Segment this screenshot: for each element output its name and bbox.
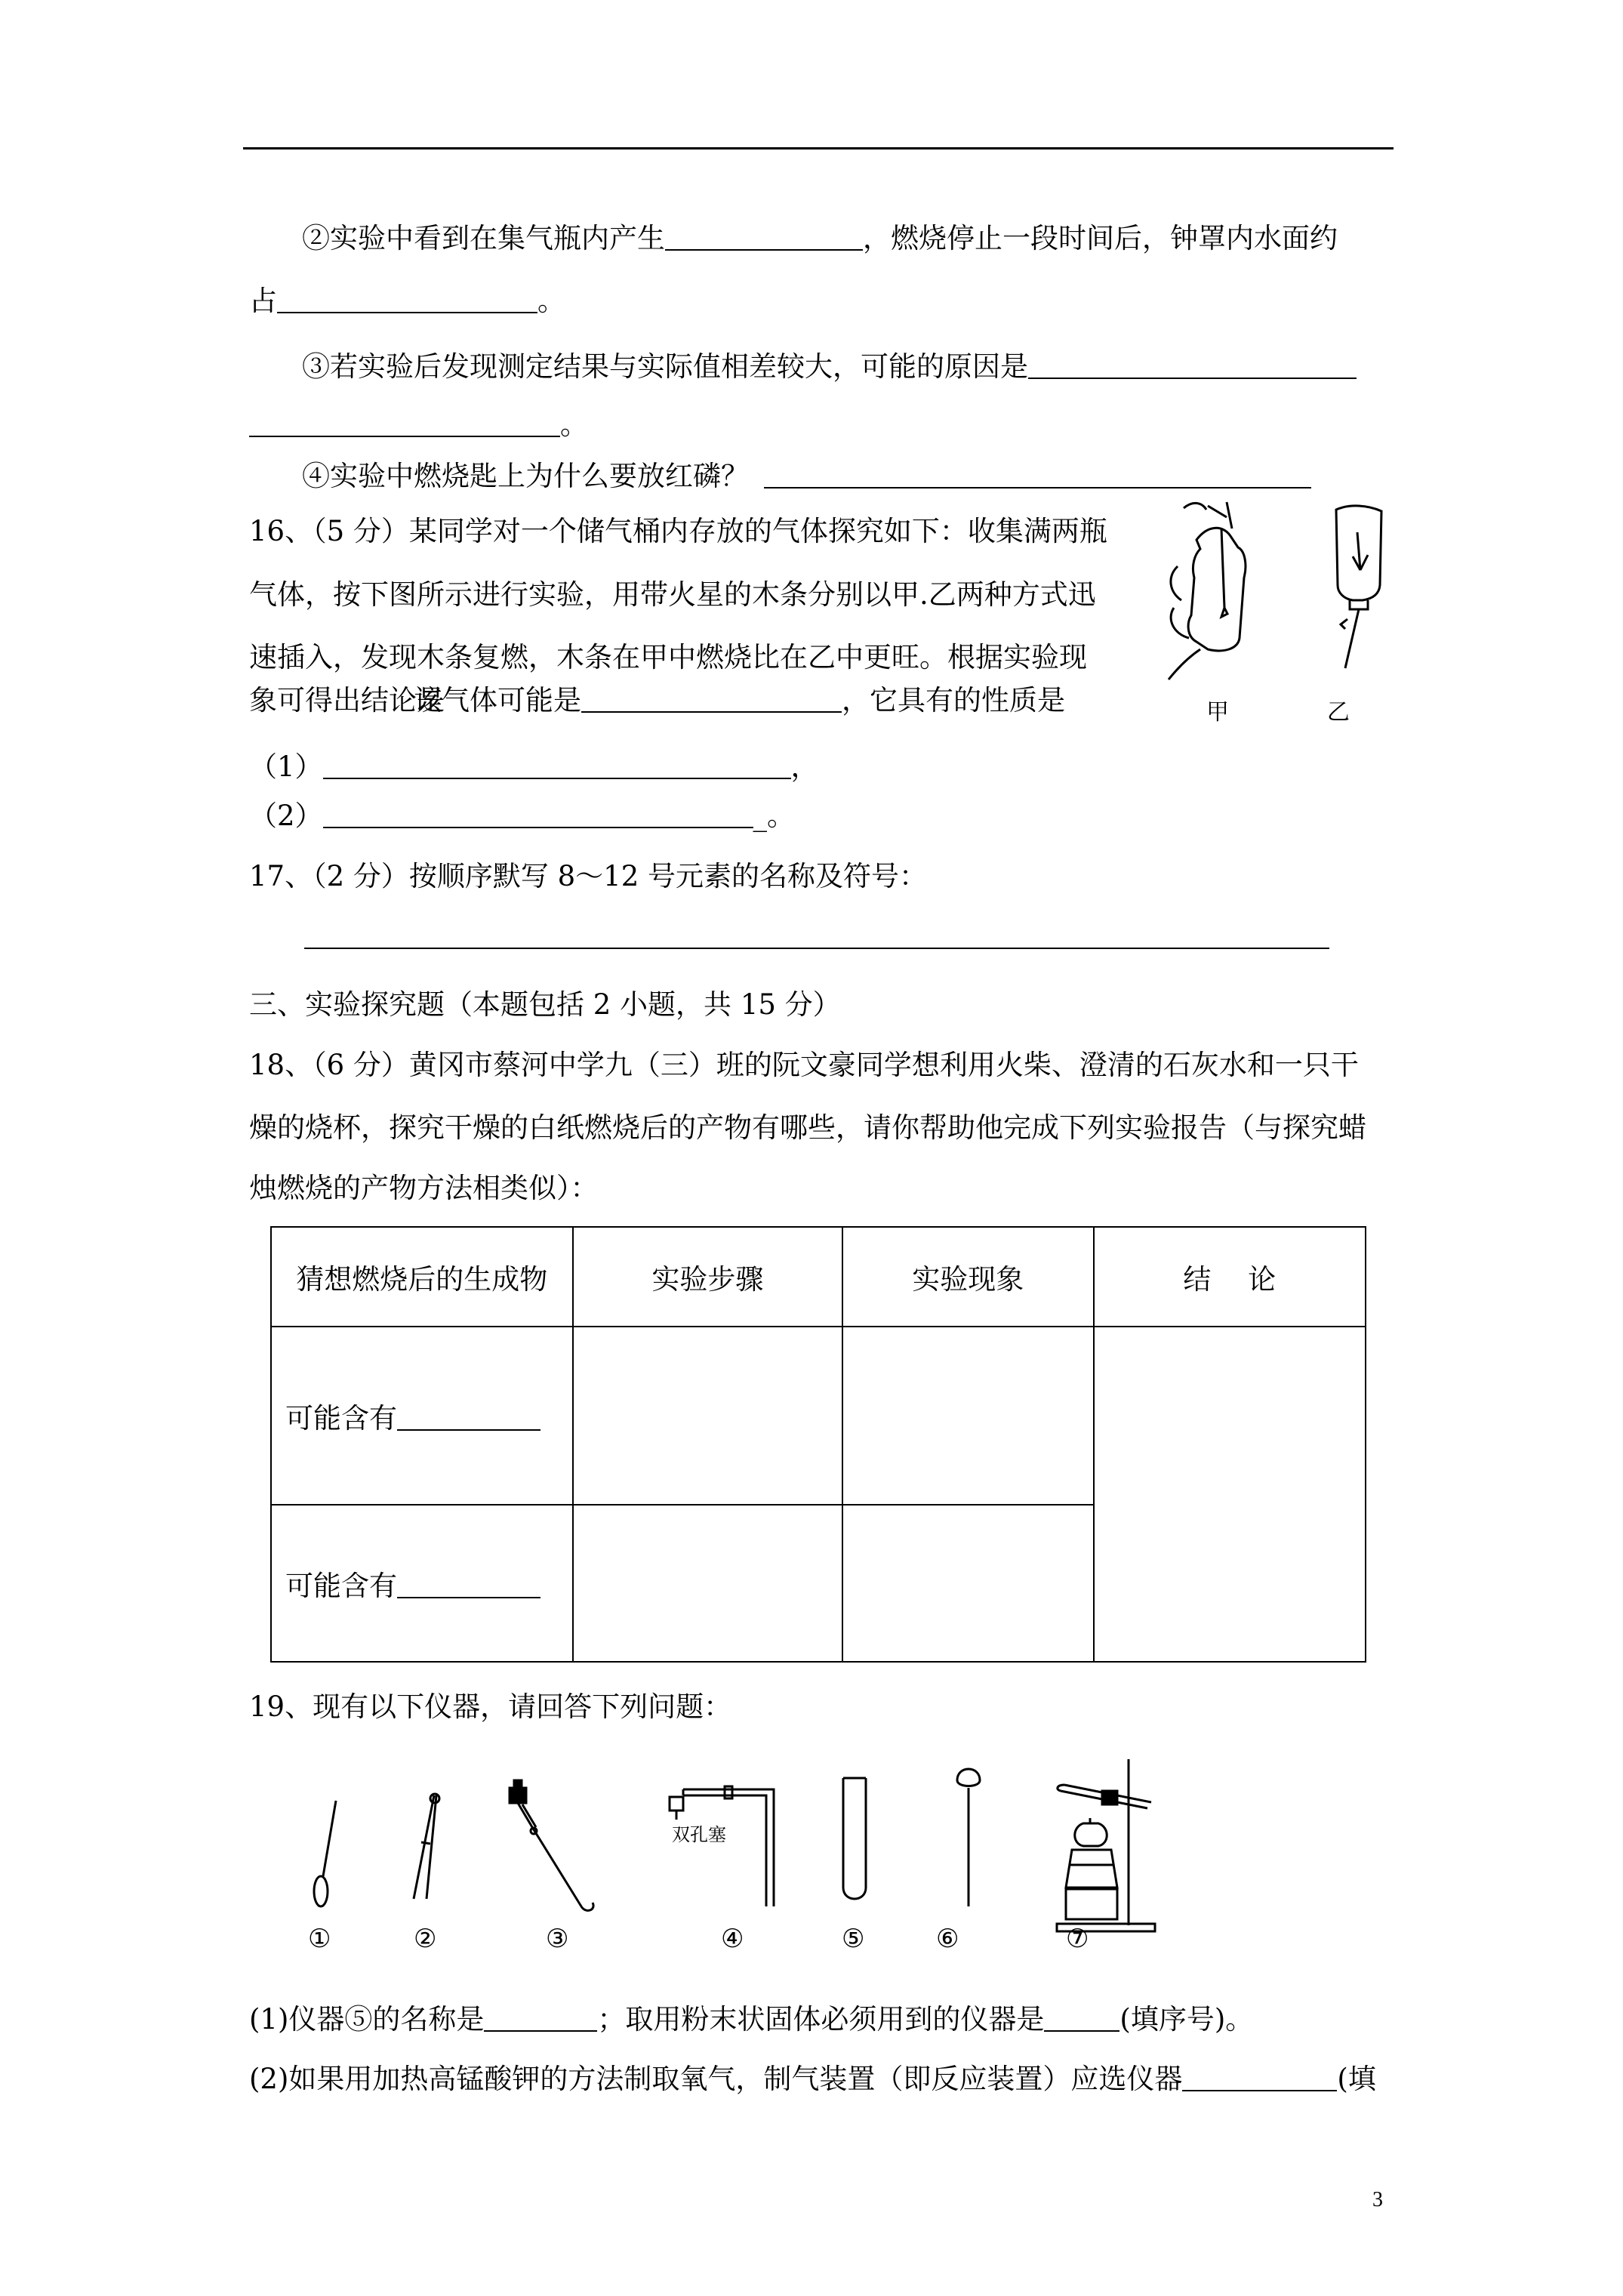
q19-part1-text-b: ；取用粉末状固体必须用到的仪器是 — [597, 2003, 1045, 2036]
header-rule — [243, 147, 1394, 149]
instrument-label-3: ③ — [546, 1924, 569, 1954]
table-row — [271, 1327, 1366, 1505]
q19-intro: 19、现有以下仪器，请回答下列问题： — [249, 1690, 732, 1723]
q15-item3-text-a: ③若实验后发现测定结果与实际值相差较大，可能的原因是 — [302, 350, 1028, 383]
q16-answer1 — [249, 744, 819, 784]
answer-blank[interactable] — [1182, 2063, 1337, 2091]
answer-blank[interactable] — [323, 750, 791, 779]
table-cell-steps[interactable] — [573, 1327, 842, 1505]
q15-item2-line2 — [249, 278, 565, 319]
q16-line4-overlap — [414, 677, 1065, 718]
header-phenomena: 实验现象 — [842, 1227, 1093, 1327]
q18-line3: 烛燃烧的产物方法相类似）： — [249, 1172, 599, 1204]
q18-line1: 18、（6 分）黄冈市蔡河中学九（三）班的阮文豪同学想利用火柴、澄清的石灰水和一只干 — [249, 1049, 1359, 1081]
combustion-spoon-icon — [957, 1769, 980, 1906]
q16-line4-text-b: ，它具有的性质是 — [842, 684, 1065, 717]
test-tube-holder-icon — [510, 1780, 593, 1910]
q15-item2-text-a: ②实验中看到在集气瓶内产生 — [302, 222, 665, 254]
q19-part2-text-b: (填 — [1337, 2063, 1376, 2095]
table-cell-phenomena[interactable] — [842, 1505, 1093, 1662]
answer-blank[interactable] — [249, 408, 560, 437]
q19-part1-text-a: (1)仪器⑤的名称是 — [249, 2003, 485, 2036]
instruments-figure — [302, 1752, 1253, 1940]
jia-bottle-illustration — [1169, 502, 1246, 680]
header-conclusion: 结 论 — [1094, 1227, 1366, 1327]
instrument-label-7: ⑦ — [1066, 1924, 1089, 1954]
header-guess-products: 猜想燃烧后的生成物 — [271, 1227, 573, 1327]
table-cell-guess — [271, 1505, 573, 1662]
figure-label-yi: 乙 — [1327, 699, 1350, 726]
table-header-row — [271, 1227, 1366, 1327]
yi-bottle-illustration — [1336, 506, 1381, 668]
q15-item4-text: ④实验中燃烧匙上为什么要放红磷？ — [302, 460, 749, 492]
q17-answer-line[interactable] — [304, 948, 1329, 949]
instrument-label-1: ① — [308, 1924, 331, 1954]
q16-answer2-end: _。 — [753, 800, 796, 832]
q16-answer2 — [249, 793, 795, 834]
header-steps: 实验步骤 — [573, 1227, 842, 1327]
answer-blank[interactable] — [764, 460, 1311, 488]
instrument-label-4: ④ — [721, 1924, 744, 1954]
q16-line1: 16、（5 分）某同学对一个储气桶内存放的气体探究如下：收集满两瓶 — [249, 515, 1107, 547]
answer-blank[interactable] — [397, 1570, 540, 1598]
q19-part2 — [249, 2056, 1376, 2097]
instrument-label-5: ⑤ — [842, 1924, 865, 1954]
q15-item3-text-b: 。 — [560, 408, 588, 441]
table-cell-guess — [271, 1327, 573, 1505]
stopper-label: 双孔塞 — [672, 1824, 726, 1845]
q15-item2-text-d: 。 — [537, 285, 565, 317]
table-cell-steps[interactable] — [573, 1505, 842, 1662]
q15-item3-line1 — [302, 344, 1357, 384]
row-label: 可能含有 — [285, 1402, 397, 1435]
table-cell-phenomena[interactable] — [842, 1327, 1093, 1505]
answer-blank[interactable] — [484, 2003, 597, 2032]
answer-blank[interactable] — [581, 684, 842, 713]
q15-item2-text-c: 占 — [249, 285, 277, 317]
q16-answer1-label: （1） — [249, 750, 323, 783]
q19-part2-text-a: (2)如果用加热高锰酸钾的方法制取氧气，制气装置（即反应装置）应选仪器 — [249, 2063, 1183, 2095]
page-number: 3 — [1372, 2188, 1383, 2211]
answer-blank[interactable] — [277, 285, 537, 313]
answer-blank[interactable] — [1028, 350, 1357, 379]
q17-text: 17、（2 分）按顺序默写 8～12 号元素的名称及符号： — [249, 860, 928, 892]
test-tube-icon — [843, 1778, 866, 1899]
table-cell-conclusion[interactable] — [1094, 1327, 1366, 1662]
q15-item2-text-b: ，燃烧停止一段时间后，钟罩内水面约 — [863, 222, 1338, 254]
experiment-report-table — [270, 1226, 1366, 1663]
q19-part1-text-c: (填序号)。 — [1119, 2003, 1254, 2036]
q18-line2: 燥的烧杯，探究干燥的白纸燃烧后的产物有哪些，请你帮助他完成下列实验报告（与探究蜡 — [249, 1111, 1366, 1144]
answer-blank[interactable] — [323, 800, 753, 828]
q16-figure — [1155, 495, 1404, 691]
answer-blank[interactable] — [665, 222, 863, 251]
tweezers-icon — [414, 1794, 439, 1899]
instrument-label-6: ⑥ — [936, 1924, 959, 1954]
medicine-spoon-icon — [314, 1801, 336, 1906]
section3-title: 三、实验探究题（本题包括 2 小题，共 15 分） — [249, 988, 841, 1021]
heating-apparatus-icon — [1057, 1759, 1155, 1931]
q16-line4-text-a: 象可得出结论是 — [249, 684, 445, 717]
q16-line4-overlap-text: 该气体可能是 — [414, 684, 581, 717]
q15-item4 — [302, 453, 1311, 494]
row-label: 可能含有 — [285, 1570, 397, 1602]
q16-line3: 速插入，发现木条复燃，木条在甲中燃烧比在乙中更旺。根据实验现 — [249, 641, 1087, 673]
q16-answer1-end: ， — [790, 750, 819, 783]
answer-blank[interactable] — [1044, 2003, 1119, 2032]
double-hole-stopper-icon — [670, 1786, 774, 1906]
instrument-label-2: ② — [414, 1924, 437, 1954]
q15-item2-line1 — [302, 215, 1338, 256]
q19-part1 — [249, 1996, 1253, 2037]
q15-item3-line2 — [249, 402, 588, 442]
figure-label-jia: 甲 — [1206, 699, 1229, 726]
answer-blank[interactable] — [397, 1402, 540, 1431]
q16-line2: 气体，按下图所示进行实验，用带火星的木条分别以甲.乙两种方式迅 — [249, 578, 1096, 611]
q16-answer2-label: （2） — [249, 800, 323, 832]
